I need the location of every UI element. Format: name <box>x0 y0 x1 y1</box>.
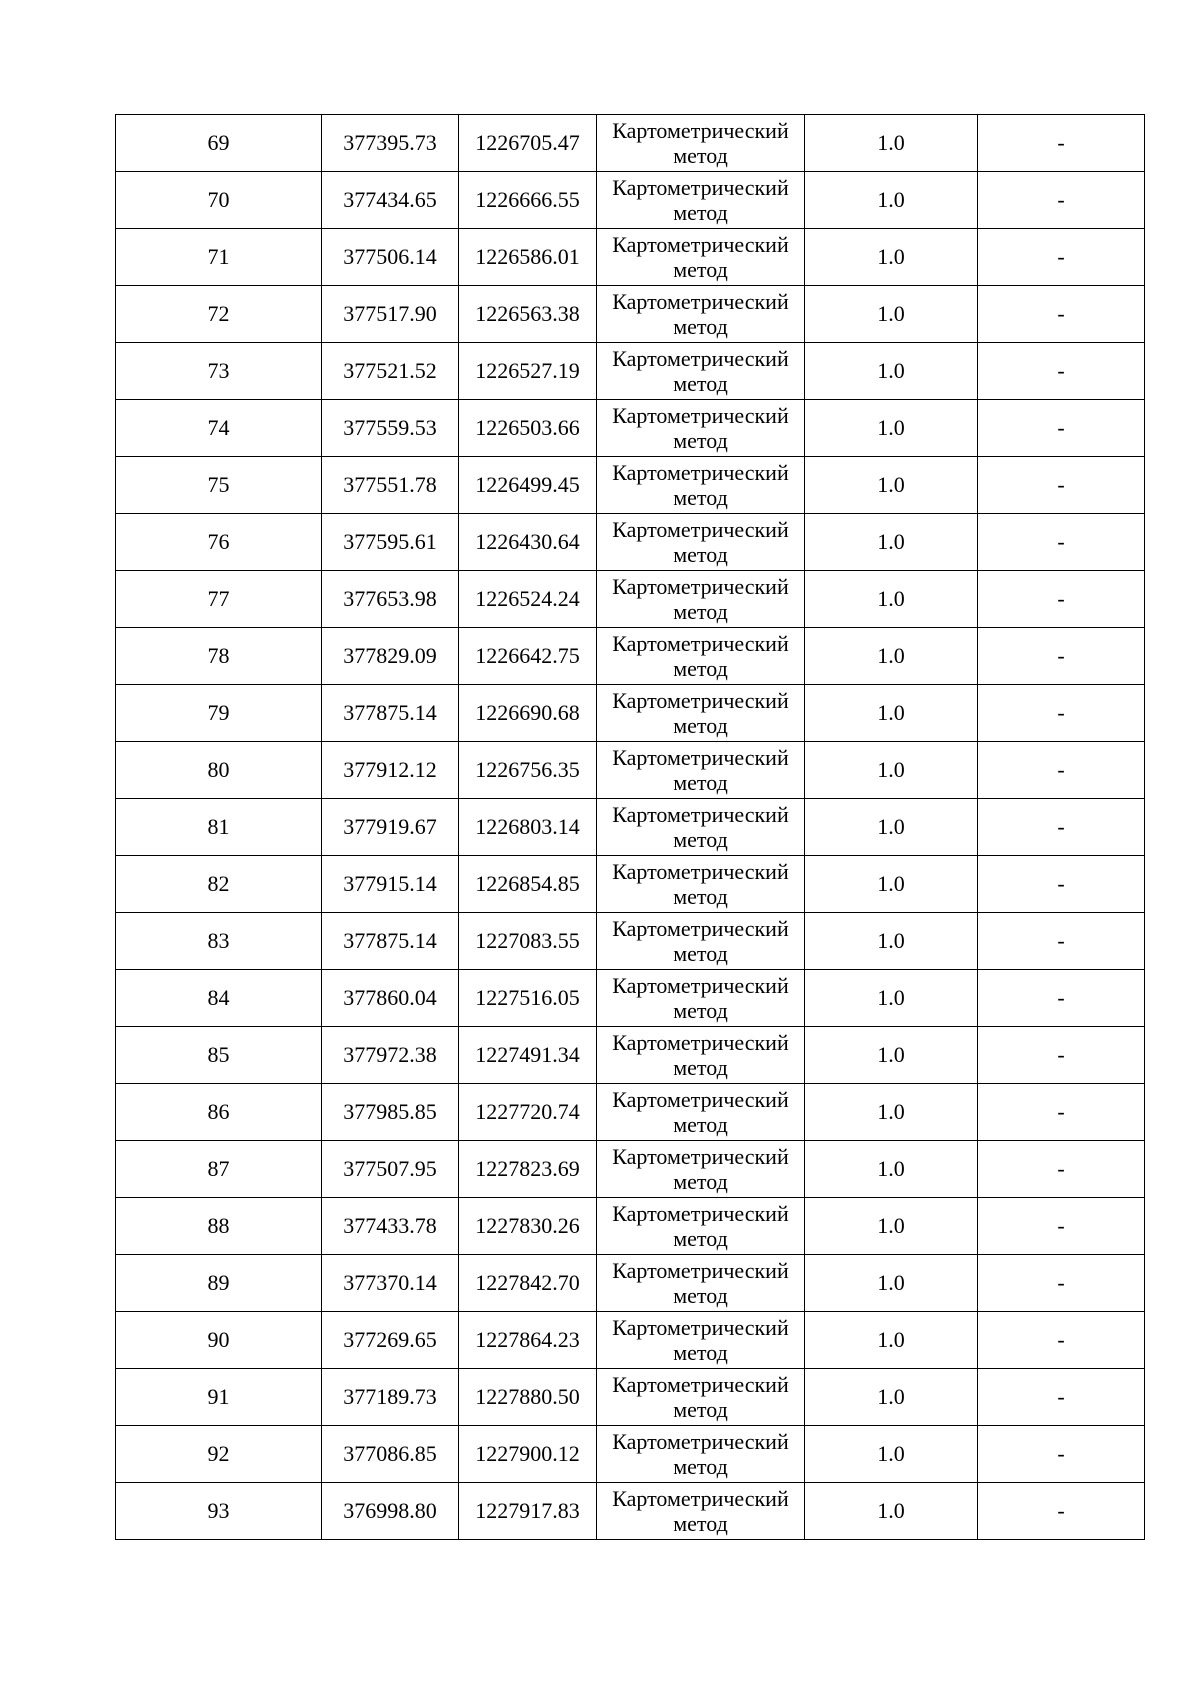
note-cell: - <box>978 1312 1145 1369</box>
precision-cell: 1.0 <box>805 172 978 229</box>
method-line-2: метод <box>673 257 728 282</box>
y-coordinate-cell: 1226642.75 <box>459 628 597 685</box>
method-cell <box>597 856 805 913</box>
method-line-2: метод <box>673 371 728 396</box>
method-line-1: Картометрический <box>612 859 789 884</box>
table-row <box>116 856 1145 913</box>
note-cell: - <box>978 970 1145 1027</box>
note-cell: - <box>978 286 1145 343</box>
note-cell: - <box>978 1426 1145 1483</box>
method-line-2: метод <box>673 941 728 966</box>
method-cell <box>597 400 805 457</box>
method-line-1: Картометрический <box>612 460 789 485</box>
method-line-1: Картометрический <box>612 403 789 428</box>
precision-cell: 1.0 <box>805 1255 978 1312</box>
method-line-1: Картометрический <box>612 289 789 314</box>
precision-cell: 1.0 <box>805 970 978 1027</box>
precision-cell: 1.0 <box>805 1483 978 1540</box>
note-cell: - <box>978 742 1145 799</box>
method-line-2: метод <box>673 1340 728 1365</box>
method-cell <box>597 1084 805 1141</box>
table-row <box>116 685 1145 742</box>
method-cell <box>597 1312 805 1369</box>
method-cell <box>597 1369 805 1426</box>
method-line-2: метод <box>673 1283 728 1308</box>
method-line-2: метод <box>673 1226 728 1251</box>
note-cell: - <box>978 343 1145 400</box>
note-cell: - <box>978 400 1145 457</box>
note-cell: - <box>978 457 1145 514</box>
note-cell: - <box>978 571 1145 628</box>
method-line-1: Картометрический <box>612 1429 789 1454</box>
y-coordinate-cell: 1226690.68 <box>459 685 597 742</box>
table-row <box>116 799 1145 856</box>
precision-cell: 1.0 <box>805 1198 978 1255</box>
note-cell: - <box>978 1141 1145 1198</box>
point-number-cell: 91 <box>116 1369 322 1426</box>
point-number-cell: 75 <box>116 457 322 514</box>
method-line-1: Картометрический <box>612 745 789 770</box>
y-coordinate-cell: 1227917.83 <box>459 1483 597 1540</box>
method-cell <box>597 628 805 685</box>
method-line-1: Картометрический <box>612 517 789 542</box>
point-number-cell: 83 <box>116 913 322 970</box>
x-coordinate-cell: 377521.52 <box>322 343 459 400</box>
note-cell: - <box>978 172 1145 229</box>
x-coordinate-cell: 377086.85 <box>322 1426 459 1483</box>
coordinates-table <box>115 114 1145 1540</box>
method-cell <box>597 286 805 343</box>
precision-cell: 1.0 <box>805 1027 978 1084</box>
precision-cell: 1.0 <box>805 799 978 856</box>
method-line-2: метод <box>673 200 728 225</box>
method-line-1: Картометрический <box>612 1372 789 1397</box>
method-line-1: Картометрический <box>612 574 789 599</box>
method-cell <box>597 1426 805 1483</box>
x-coordinate-cell: 377915.14 <box>322 856 459 913</box>
y-coordinate-cell: 1227880.50 <box>459 1369 597 1426</box>
precision-cell: 1.0 <box>805 1084 978 1141</box>
method-cell <box>597 913 805 970</box>
y-coordinate-cell: 1227516.05 <box>459 970 597 1027</box>
method-line-2: метод <box>673 1112 728 1137</box>
note-cell: - <box>978 1027 1145 1084</box>
x-coordinate-cell: 377653.98 <box>322 571 459 628</box>
table-row <box>116 343 1145 400</box>
method-cell <box>597 1255 805 1312</box>
point-number-cell: 76 <box>116 514 322 571</box>
x-coordinate-cell: 377919.67 <box>322 799 459 856</box>
method-cell <box>597 742 805 799</box>
note-cell: - <box>978 1483 1145 1540</box>
x-coordinate-cell: 377829.09 <box>322 628 459 685</box>
method-line-2: метод <box>673 542 728 567</box>
method-line-1: Картометрический <box>612 1315 789 1340</box>
x-coordinate-cell: 377972.38 <box>322 1027 459 1084</box>
y-coordinate-cell: 1226430.64 <box>459 514 597 571</box>
x-coordinate-cell: 377434.65 <box>322 172 459 229</box>
y-coordinate-cell: 1227864.23 <box>459 1312 597 1369</box>
table-row <box>116 1483 1145 1540</box>
table-row <box>116 172 1145 229</box>
y-coordinate-cell: 1227083.55 <box>459 913 597 970</box>
x-coordinate-cell: 377559.53 <box>322 400 459 457</box>
method-line-1: Картометрический <box>612 688 789 713</box>
method-line-1: Картометрический <box>612 1144 789 1169</box>
note-cell: - <box>978 115 1145 172</box>
method-line-2: метод <box>673 770 728 795</box>
method-line-2: метод <box>673 713 728 738</box>
method-line-2: метод <box>673 143 728 168</box>
method-line-1: Картометрический <box>612 232 789 257</box>
precision-cell: 1.0 <box>805 1141 978 1198</box>
y-coordinate-cell: 1226854.85 <box>459 856 597 913</box>
x-coordinate-cell: 377189.73 <box>322 1369 459 1426</box>
point-number-cell: 87 <box>116 1141 322 1198</box>
method-cell <box>597 1483 805 1540</box>
point-number-cell: 69 <box>116 115 322 172</box>
table-row <box>116 1141 1145 1198</box>
point-number-cell: 89 <box>116 1255 322 1312</box>
note-cell: - <box>978 514 1145 571</box>
note-cell: - <box>978 1198 1145 1255</box>
precision-cell: 1.0 <box>805 400 978 457</box>
method-line-2: метод <box>673 1454 728 1479</box>
table-row <box>116 742 1145 799</box>
method-cell <box>597 343 805 400</box>
y-coordinate-cell: 1226705.47 <box>459 115 597 172</box>
method-line-2: метод <box>673 485 728 510</box>
point-number-cell: 71 <box>116 229 322 286</box>
precision-cell: 1.0 <box>805 856 978 913</box>
point-number-cell: 82 <box>116 856 322 913</box>
note-cell: - <box>978 628 1145 685</box>
precision-cell: 1.0 <box>805 571 978 628</box>
point-number-cell: 84 <box>116 970 322 1027</box>
precision-cell: 1.0 <box>805 685 978 742</box>
method-cell <box>597 1141 805 1198</box>
method-line-1: Картометрический <box>612 118 789 143</box>
point-number-cell: 78 <box>116 628 322 685</box>
table-row <box>116 1426 1145 1483</box>
table-row <box>116 628 1145 685</box>
x-coordinate-cell: 377507.95 <box>322 1141 459 1198</box>
precision-cell: 1.0 <box>805 1369 978 1426</box>
table-row <box>116 514 1145 571</box>
table-row <box>116 571 1145 628</box>
x-coordinate-cell: 377370.14 <box>322 1255 459 1312</box>
table-row <box>116 1198 1145 1255</box>
point-number-cell: 79 <box>116 685 322 742</box>
precision-cell: 1.0 <box>805 115 978 172</box>
y-coordinate-cell: 1227491.34 <box>459 1027 597 1084</box>
note-cell: - <box>978 229 1145 286</box>
method-line-2: метод <box>673 1169 728 1194</box>
point-number-cell: 80 <box>116 742 322 799</box>
method-line-2: метод <box>673 428 728 453</box>
precision-cell: 1.0 <box>805 913 978 970</box>
table-row <box>116 970 1145 1027</box>
x-coordinate-cell: 377595.61 <box>322 514 459 571</box>
precision-cell: 1.0 <box>805 514 978 571</box>
y-coordinate-cell: 1226803.14 <box>459 799 597 856</box>
method-cell <box>597 1198 805 1255</box>
method-line-1: Картометрический <box>612 802 789 827</box>
y-coordinate-cell: 1227842.70 <box>459 1255 597 1312</box>
precision-cell: 1.0 <box>805 343 978 400</box>
x-coordinate-cell: 377875.14 <box>322 685 459 742</box>
table-row <box>116 229 1145 286</box>
point-number-cell: 90 <box>116 1312 322 1369</box>
x-coordinate-cell: 377860.04 <box>322 970 459 1027</box>
x-coordinate-cell: 376998.80 <box>322 1483 459 1540</box>
x-coordinate-cell: 377551.78 <box>322 457 459 514</box>
point-number-cell: 70 <box>116 172 322 229</box>
table-row <box>116 1255 1145 1312</box>
method-line-2: метод <box>673 827 728 852</box>
method-line-1: Картометрический <box>612 1258 789 1283</box>
point-number-cell: 85 <box>116 1027 322 1084</box>
method-line-1: Картометрический <box>612 1030 789 1055</box>
note-cell: - <box>978 1084 1145 1141</box>
point-number-cell: 74 <box>116 400 322 457</box>
coordinates-table-body <box>116 115 1145 1540</box>
precision-cell: 1.0 <box>805 229 978 286</box>
y-coordinate-cell: 1226563.38 <box>459 286 597 343</box>
y-coordinate-cell: 1226503.66 <box>459 400 597 457</box>
method-line-2: метод <box>673 314 728 339</box>
method-cell <box>597 172 805 229</box>
method-line-2: метод <box>673 656 728 681</box>
method-cell <box>597 970 805 1027</box>
y-coordinate-cell: 1227720.74 <box>459 1084 597 1141</box>
y-coordinate-cell: 1226756.35 <box>459 742 597 799</box>
point-number-cell: 73 <box>116 343 322 400</box>
x-coordinate-cell: 377269.65 <box>322 1312 459 1369</box>
table-row <box>116 457 1145 514</box>
y-coordinate-cell: 1227830.26 <box>459 1198 597 1255</box>
method-cell <box>597 229 805 286</box>
table-row <box>116 1084 1145 1141</box>
table-row <box>116 913 1145 970</box>
table-row <box>116 400 1145 457</box>
method-cell <box>597 115 805 172</box>
y-coordinate-cell: 1226586.01 <box>459 229 597 286</box>
x-coordinate-cell: 377912.12 <box>322 742 459 799</box>
y-coordinate-cell: 1226499.45 <box>459 457 597 514</box>
method-cell <box>597 514 805 571</box>
y-coordinate-cell: 1226524.24 <box>459 571 597 628</box>
method-line-1: Картометрический <box>612 346 789 371</box>
point-number-cell: 93 <box>116 1483 322 1540</box>
table-row <box>116 286 1145 343</box>
method-cell <box>597 1027 805 1084</box>
precision-cell: 1.0 <box>805 457 978 514</box>
method-line-1: Картометрический <box>612 1201 789 1226</box>
precision-cell: 1.0 <box>805 1426 978 1483</box>
y-coordinate-cell: 1227823.69 <box>459 1141 597 1198</box>
note-cell: - <box>978 856 1145 913</box>
precision-cell: 1.0 <box>805 628 978 685</box>
method-line-2: метод <box>673 599 728 624</box>
point-number-cell: 81 <box>116 799 322 856</box>
method-cell <box>597 685 805 742</box>
point-number-cell: 88 <box>116 1198 322 1255</box>
method-cell <box>597 571 805 628</box>
precision-cell: 1.0 <box>805 742 978 799</box>
note-cell: - <box>978 1255 1145 1312</box>
method-line-2: метод <box>673 1511 728 1536</box>
point-number-cell: 92 <box>116 1426 322 1483</box>
method-line-1: Картометрический <box>612 973 789 998</box>
point-number-cell: 72 <box>116 286 322 343</box>
method-line-2: метод <box>673 998 728 1023</box>
method-line-1: Картометрический <box>612 1087 789 1112</box>
y-coordinate-cell: 1226527.19 <box>459 343 597 400</box>
table-row <box>116 1369 1145 1426</box>
table-row <box>116 1312 1145 1369</box>
method-line-1: Картометрический <box>612 1486 789 1511</box>
x-coordinate-cell: 377875.14 <box>322 913 459 970</box>
method-line-2: метод <box>673 884 728 909</box>
note-cell: - <box>978 799 1145 856</box>
y-coordinate-cell: 1226666.55 <box>459 172 597 229</box>
method-line-1: Картометрический <box>612 175 789 200</box>
point-number-cell: 77 <box>116 571 322 628</box>
y-coordinate-cell: 1227900.12 <box>459 1426 597 1483</box>
method-cell <box>597 799 805 856</box>
note-cell: - <box>978 913 1145 970</box>
point-number-cell: 86 <box>116 1084 322 1141</box>
method-line-1: Картометрический <box>612 631 789 656</box>
x-coordinate-cell: 377506.14 <box>322 229 459 286</box>
x-coordinate-cell: 377433.78 <box>322 1198 459 1255</box>
method-line-2: метод <box>673 1397 728 1422</box>
method-line-2: метод <box>673 1055 728 1080</box>
precision-cell: 1.0 <box>805 286 978 343</box>
x-coordinate-cell: 377395.73 <box>322 115 459 172</box>
note-cell: - <box>978 685 1145 742</box>
x-coordinate-cell: 377985.85 <box>322 1084 459 1141</box>
note-cell: - <box>978 1369 1145 1426</box>
x-coordinate-cell: 377517.90 <box>322 286 459 343</box>
method-cell <box>597 457 805 514</box>
table-row <box>116 1027 1145 1084</box>
method-line-1: Картометрический <box>612 916 789 941</box>
table-row <box>116 115 1145 172</box>
precision-cell: 1.0 <box>805 1312 978 1369</box>
